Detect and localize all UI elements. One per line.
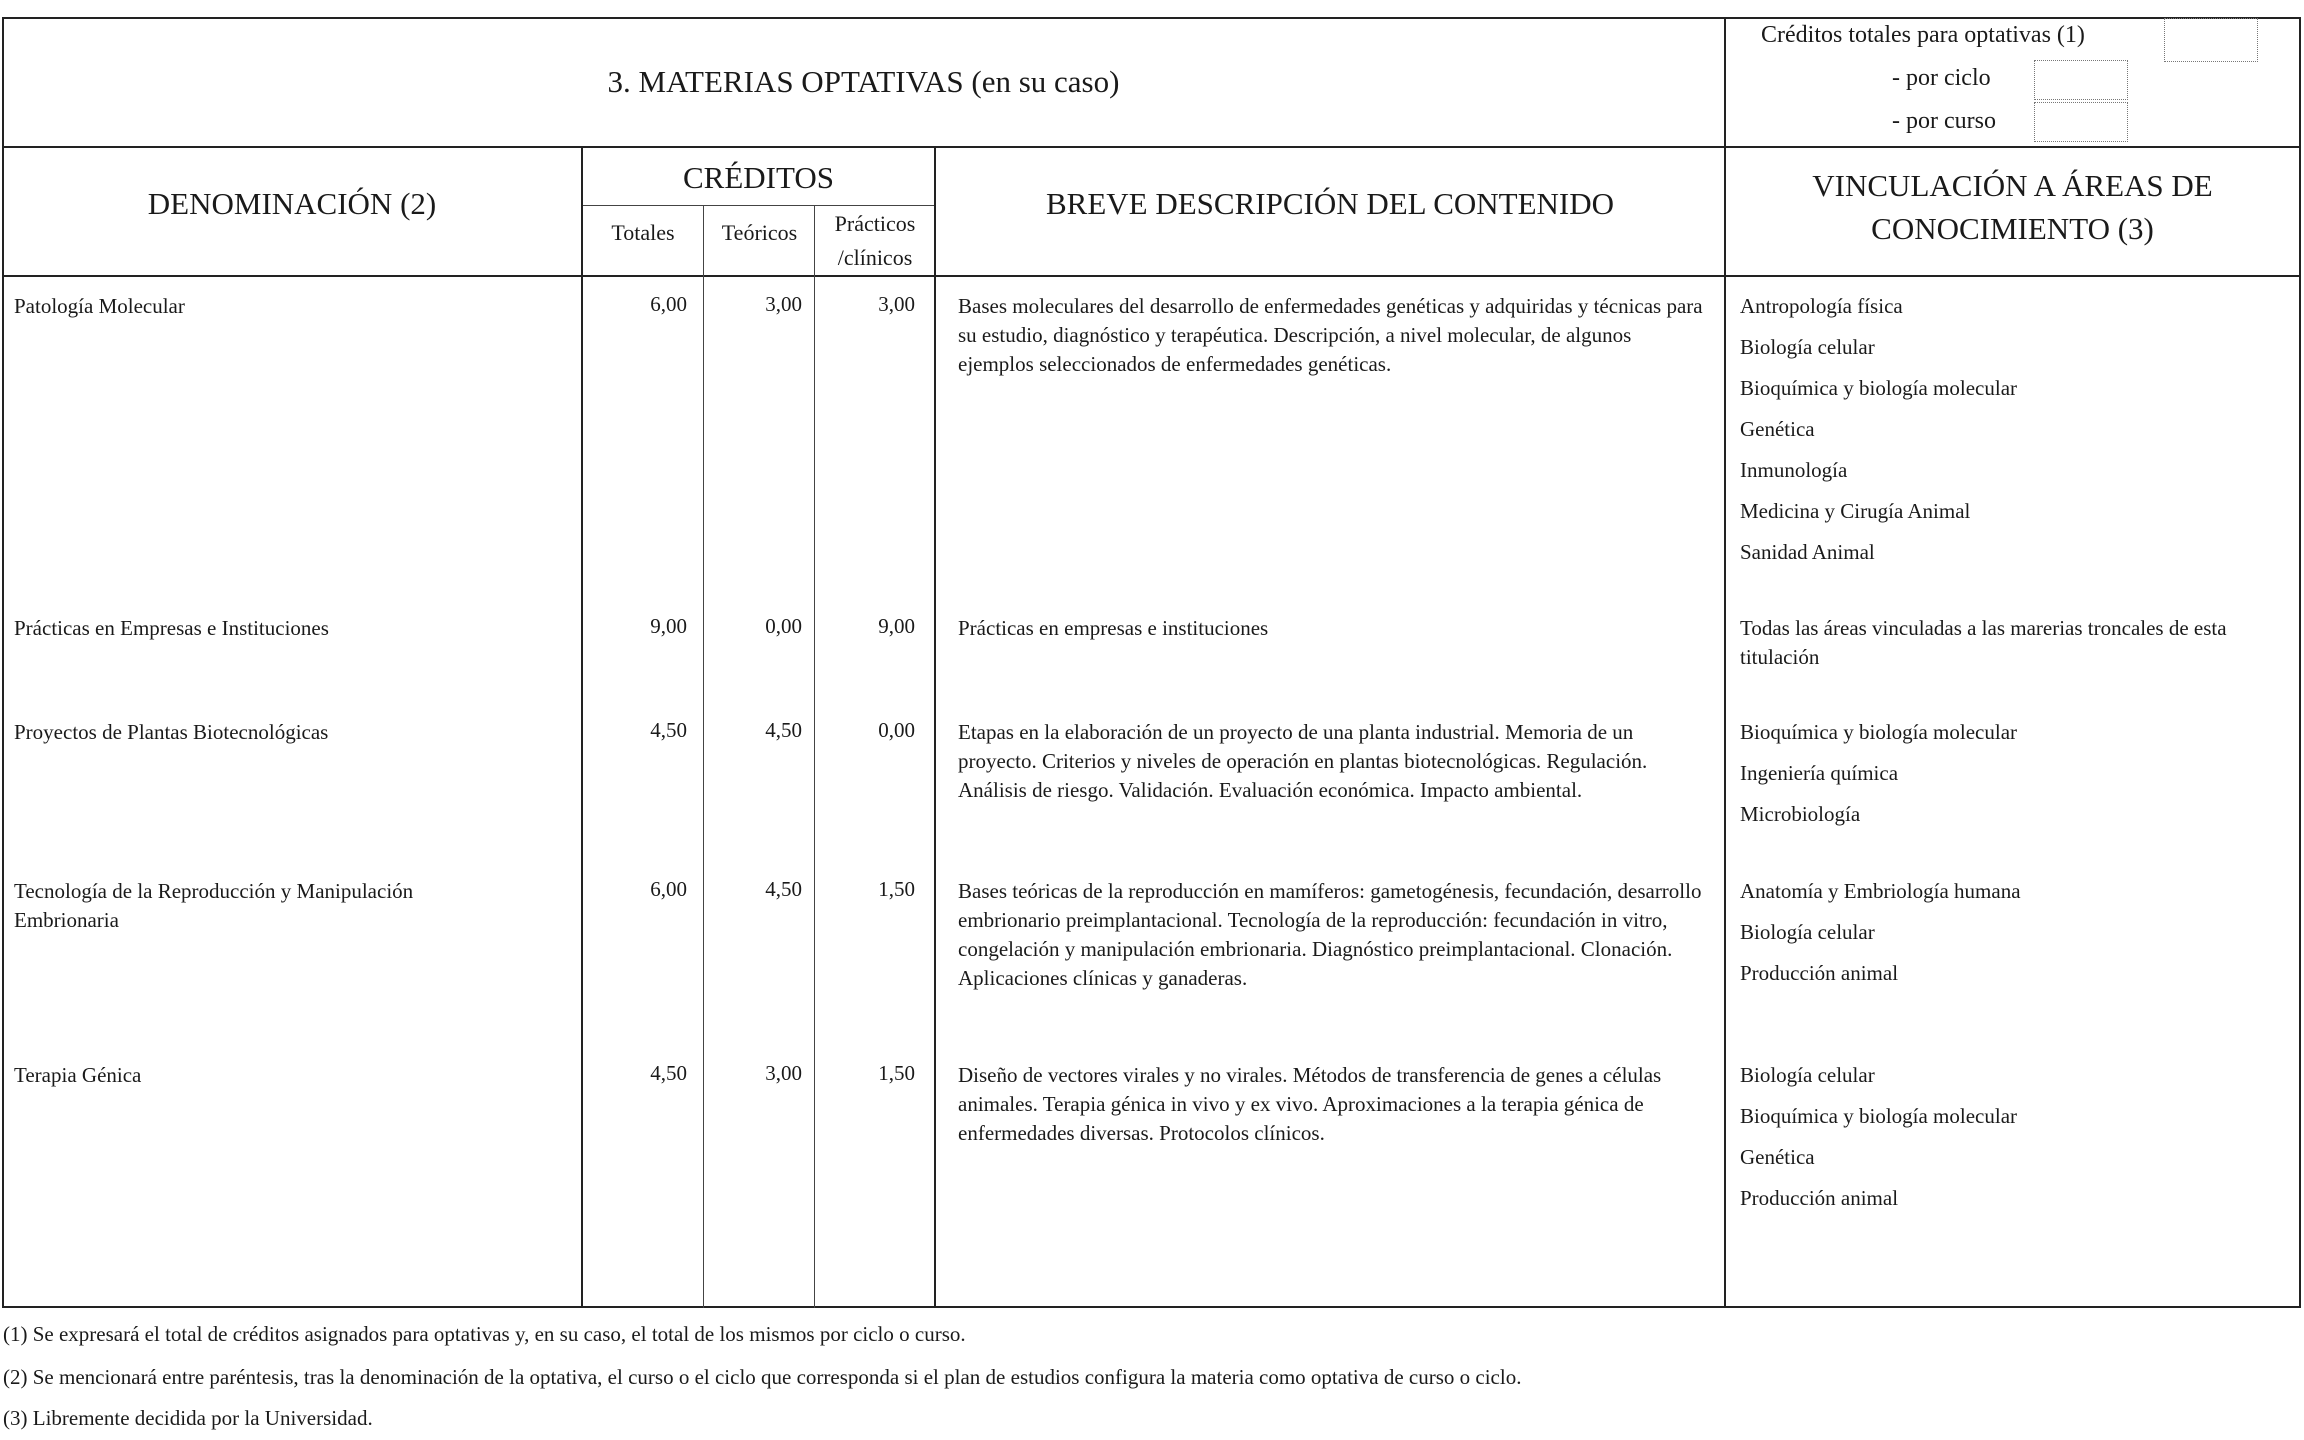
row-description: Bases moleculares del desarrollo de enfermedades genéticas y adquiridas y técnicas para su estudio, diagnóstico y terapéutica. Descripción, a nivel molecular, de algunos ejemplos seleccionados de enfermedades genéticas. [958, 294, 1703, 376]
header-totales: Totales [611, 220, 675, 245]
header-teoricos: Teóricos [721, 220, 798, 245]
footnote-3: (3) Libremente decidida por la Universidad. [3, 1406, 373, 1430]
row-practicos: 9,00 [878, 614, 915, 638]
row-areas-text: Todas las áreas vinculadas a las marerias troncales de esta titulación [1740, 616, 2227, 669]
header-practicos-line1: Prácticos [834, 211, 916, 236]
row-description: Bases teóricas de la reproducción en mamíferos: gametogénesis, fecundación, desarrollo embrionario preimplantacional. Tecnología de la reproducción: fecundación in vitro, congelación y manipulación embrionaria. Diagnóstico preimplantacional. Clonación. Aplicaciones clínicas y ganaderas. [958, 879, 1702, 990]
area-item: Biología celular [1740, 1063, 1875, 1087]
area-item: Bioquímica y biología molecular [1740, 1104, 2018, 1128]
area-item: Ingeniería química [1740, 761, 1899, 785]
row-areas [1740, 712, 2290, 835]
row-teoricos: 3,00 [765, 1061, 802, 1085]
row-practicos: 1,50 [878, 877, 915, 901]
per-course-label: - por curso [1892, 108, 1996, 134]
header-row-border [3, 275, 2300, 277]
row-totales: 6,00 [650, 292, 687, 316]
section-title: 3. MATERIAS OPTATIVAS (en su caso) [607, 64, 1120, 99]
header-vinculacion [1725, 164, 2300, 250]
col-divider-3 [814, 205, 815, 1308]
row-description: Prácticas en empresas e instituciones [958, 616, 1269, 640]
header-creditos: CRÉDITOS [682, 160, 834, 195]
header-vinculacion-line2: CONOCIMIENTO (3) [1871, 211, 2154, 246]
row-practicos: 3,00 [878, 292, 915, 316]
credits-summary [1726, 18, 2300, 146]
row-areas [1740, 1055, 2290, 1219]
row-totales: 6,00 [650, 877, 687, 901]
header-descripcion: BREVE DESCRIPCIÓN DEL CONTENIDO [1045, 186, 1615, 221]
row-teoricos: 4,50 [765, 718, 802, 742]
header-vinculacion-line1: VINCULACIÓN A ÁREAS DE [1812, 168, 2213, 203]
row-practicos: 0,00 [878, 718, 915, 742]
creditos-divider [582, 205, 935, 206]
row-teoricos: 3,00 [765, 292, 802, 316]
area-item: Bioquímica y biología molecular [1740, 376, 2018, 400]
header-denominacion: DENOMINACIÓN (2) [147, 186, 437, 221]
per-cycle-label: - por ciclo [1892, 65, 1991, 91]
per-course-field[interactable] [2034, 102, 2128, 142]
area-item: Anatomía y Embriología humana [1740, 879, 2021, 903]
row-areas [1740, 871, 2290, 994]
footnote-1: (1) Se expresará el total de créditos asignados para optativas y, en su caso, el total de los mismos por ciclo o curso. [3, 1322, 966, 1346]
total-credits-label: Créditos totales para optativas (1) [1761, 22, 2085, 48]
title-row-border [3, 146, 2300, 148]
row-totales: 4,50 [650, 718, 687, 742]
area-item: Inmunología [1740, 458, 1848, 482]
row-areas [1740, 286, 2290, 573]
footnote-2: (2) Se mencionará entre paréntesis, tras la denominación de la optativa, el curso o el ciclo que corresponda si el plan de estudios configura la materia como optativa de curso o ciclo. [3, 1365, 1522, 1389]
row-name: Prácticas en Empresas e Instituciones [14, 616, 329, 640]
row-description: Etapas en la elaboración de un proyecto de una planta industrial. Memoria de un proyecto. Criterios y niveles de operación en plantas biotecnológicas. Regulación. Análisis de riesgo. Validación. Evaluación económica. Impacto ambiental. [958, 720, 1648, 802]
row-name: Proyectos de Plantas Biotecnológicas [14, 720, 329, 744]
row-teoricos: 0,00 [765, 614, 802, 638]
header-practicos [815, 207, 935, 275]
area-item: Medicina y Cirugía Animal [1740, 499, 1971, 523]
per-cycle-field[interactable] [2034, 60, 2128, 100]
row-practicos: 1,50 [878, 1061, 915, 1085]
area-item: Microbiología [1740, 802, 1861, 826]
area-item: Sanidad Animal [1740, 540, 1875, 564]
row-description: Diseño de vectores virales y no virales. Métodos de transferencia de genes a células animales. Terapia génica in vivo y ex vivo. Aproximaciones a la terapia génica de enfermedades diversas. Protocolos clínicos. [958, 1063, 1662, 1145]
col-divider-2 [703, 205, 704, 1308]
col-divider-5 [1724, 146, 1726, 1308]
header-practicos-line2: /clínicos [837, 245, 913, 270]
table-bottom-border [3, 1306, 2300, 1308]
area-item: Biología celular [1740, 335, 1875, 359]
row-teoricos: 4,50 [765, 877, 802, 901]
col-divider-4 [934, 146, 936, 1308]
area-item: Producción animal [1740, 961, 1899, 985]
area-item: Genética [1740, 417, 1815, 441]
row-totales: 4,50 [650, 1061, 687, 1085]
row-name: Terapia Génica [14, 1063, 142, 1087]
row-name: Tecnología de la Reproducción y Manipulación Embrionaria [14, 879, 414, 932]
area-item: Antropología física [1740, 294, 1903, 318]
row-name: Patología Molecular [14, 294, 185, 318]
area-item: Biología celular [1740, 920, 1875, 944]
area-item: Bioquímica y biología molecular [1740, 720, 2018, 744]
total-credits-field[interactable] [2164, 18, 2258, 62]
area-item: Producción animal [1740, 1186, 1899, 1210]
area-item: Genética [1740, 1145, 1815, 1169]
row-totales: 9,00 [650, 614, 687, 638]
